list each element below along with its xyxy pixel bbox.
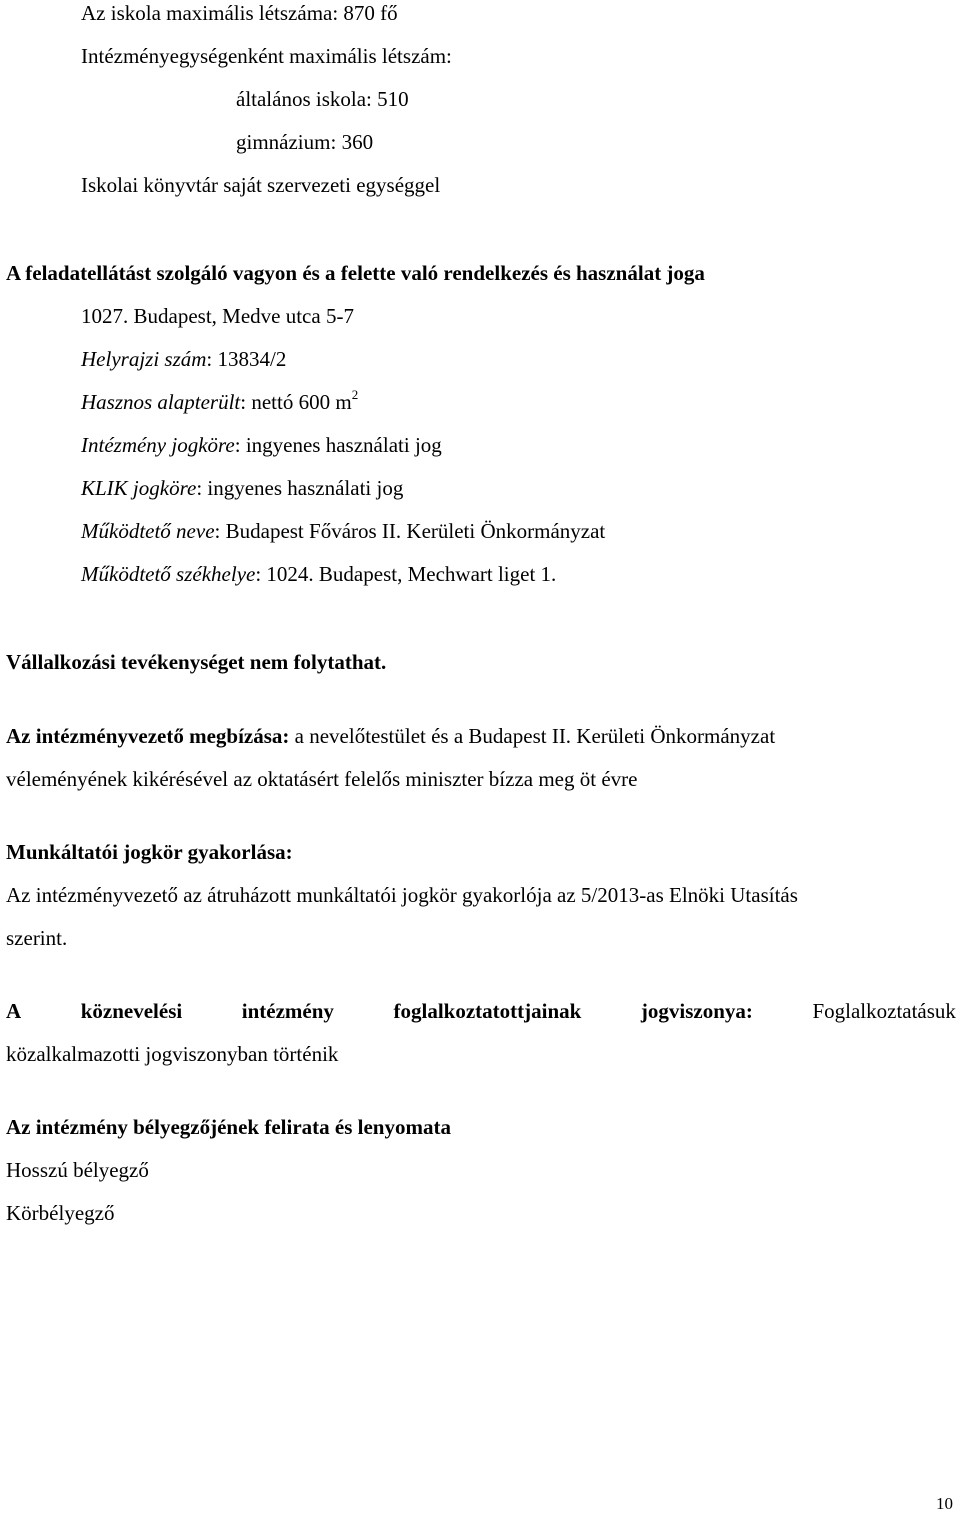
stamp-heading: Az intézmény bélyegzőjének felirata és lenyomata (6, 1115, 451, 1139)
property-address: 1027. Budapest, Medve utca 5-7 (81, 304, 354, 328)
max-capacity: Az iskola maximális létszáma: 870 fő (81, 1, 398, 25)
employment-line-2: közalkalmazotti jogviszonyban történik (6, 1042, 339, 1066)
employer-rights-line-2: szerint. (6, 926, 68, 950)
klik-rights: KLIK jogköre: ingyenes használati jog (81, 476, 404, 500)
library-unit: Iskolai könyvtár saját szervezeti egységgel (81, 173, 441, 197)
appointment-line-1: Az intézményvezető megbízása: a nevelőtestület és a Budapest II. Kerületi Önkormányzat (6, 724, 776, 748)
round-stamp: Körbélyegző (6, 1201, 115, 1225)
institution-rights: Intézmény jogköre: ingyenes használati jog (81, 433, 442, 457)
property-heading: A feladatellátást szolgáló vagyon és a felette való rendelkezés és használat joga (6, 261, 705, 285)
business-statement: Vállalkozási tevékenységet nem folytathat. (6, 650, 387, 674)
per-unit-capacity-label: Intézményegységenként maximális létszám: (81, 44, 452, 68)
floor-area: Hasznos alapterült: nettó 600 $m^2$ (81, 387, 359, 414)
operator-seat: Működtető székhelye: 1024. Budapest, Mechwart liget 1. (81, 562, 557, 586)
long-stamp: Hosszú bélyegző (6, 1158, 149, 1182)
appointment-line-2: véleményének kikérésével az oktatásért felelős miniszter bízza meg öt évre (6, 767, 638, 791)
operator-name: Működtető neve: Budapest Főváros II. Kerületi Önkormányzat (81, 519, 606, 543)
employer-rights-line-1: Az intézményvezető az átruházott munkáltatói jogkör gyakorlója az 5/2013-as Elnöki Utasítás (6, 883, 798, 907)
employment-line-1: A köznevelési intézmény foglalkoztatottjainak jogviszonya: Foglalkoztatásuk (6, 999, 956, 1023)
parcel-number: Helyrajzi szám: 13834/2 (81, 347, 287, 371)
employer-rights-heading: Munkáltatói jogkör gyakorlása: (6, 840, 293, 864)
general-school-capacity: általános iskola: 510 (236, 87, 409, 111)
page-number: 10 (936, 1494, 953, 1513)
gymnasium-capacity: gimnázium: 360 (236, 130, 374, 154)
